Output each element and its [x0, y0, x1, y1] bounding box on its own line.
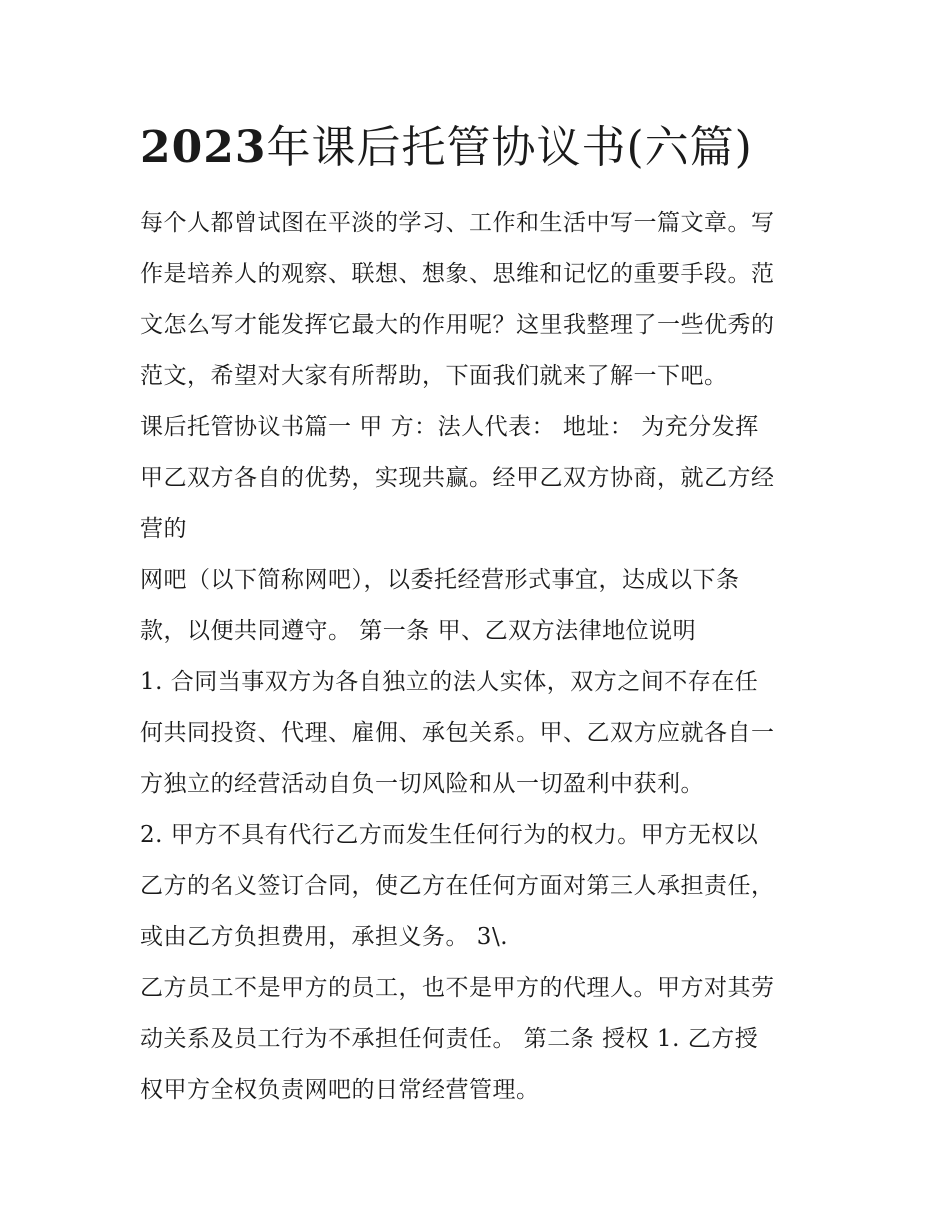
body-line: 作是培养人的观察、联想、想象、思维和记忆的重要手段。范 [140, 261, 775, 287]
body-line: 1. 合同当事双方为各自独立的法人实体，双方之间不存在任 [140, 669, 759, 695]
body-line: 课后托管协议书篇一 甲 方：法人代表： 地址： 为充分发挥 [140, 414, 759, 440]
body-line: 款，以便共同遵守。 第一条 甲、乙双方法律地位说明 [140, 618, 697, 644]
body-line: 每个人都曾试图在平淡的学习、工作和生活中写一篇文章。写 [140, 210, 775, 236]
body-line: 方独立的经营活动自负一切风险和从一切盈利中获利。 [140, 771, 704, 797]
body-line: 乙方的名义签订合同，使乙方在任何方面对第三人承担责任， [140, 873, 775, 899]
body-line: 营的 [140, 516, 187, 542]
title-year: 2023 [140, 122, 267, 173]
body-line: 文怎么写才能发挥它最大的作用呢？这里我整理了一些优秀的 [140, 312, 775, 338]
body-line: 乙方员工不是甲方的员工，也不是甲方的代理人。甲方对其劳 [140, 975, 775, 1001]
body-line: 动关系及员工行为不承担任何责任。 第二条 授权 1. 乙方授 [140, 1026, 759, 1052]
title-text: 年课后托管协议书(六篇) [266, 122, 753, 173]
body-line: 何共同投资、代理、雇佣、承包关系。甲、乙双方应就各自一 [140, 720, 775, 746]
document-title [140, 118, 820, 178]
body-line: 范文，希望对大家有所帮助，下面我们就来了解一下吧。 [140, 363, 728, 389]
body-line: 或由乙方负担费用，承担义务。 3\. [140, 924, 509, 950]
body-line: 权甲方全权负责网吧的日常经营管理。 [140, 1077, 540, 1103]
document-body [140, 198, 820, 1116]
body-line: 网吧（以下简称网吧），以委托经营形式事宜，达成以下条 [140, 567, 740, 593]
body-line: 甲乙双方各自的优势，实现共赢。经甲乙双方协商，就乙方经 [140, 465, 775, 491]
body-line: 2. 甲方不具有代行乙方而发生任何行为的权力。甲方无权以 [140, 822, 759, 848]
